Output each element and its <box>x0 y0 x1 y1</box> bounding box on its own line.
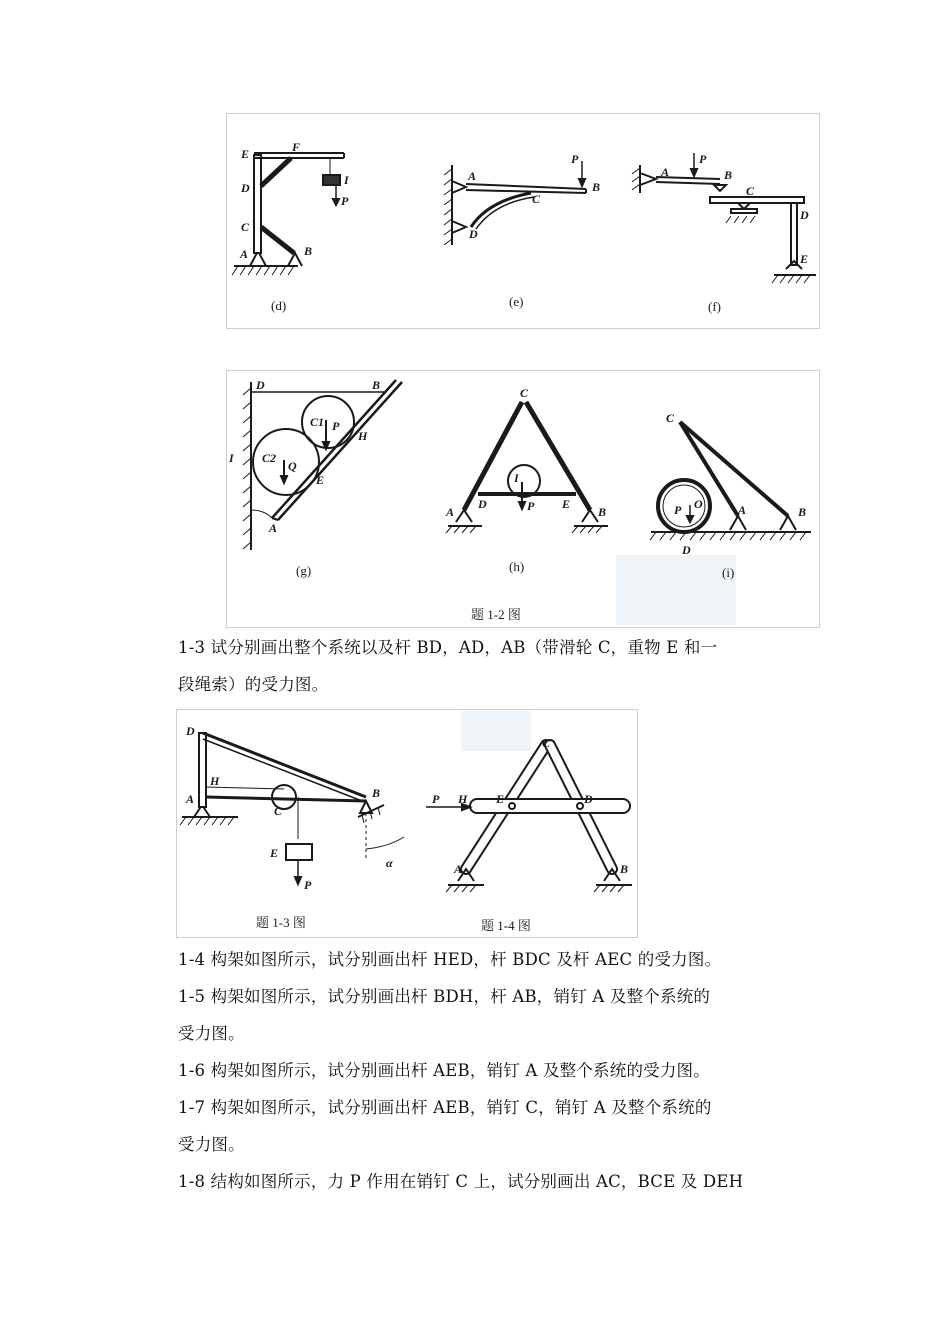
label-A: A <box>738 503 747 517</box>
label-B: B <box>372 378 381 392</box>
caption-d: (d) <box>271 298 287 313</box>
label-alpha: α <box>386 856 393 870</box>
label-F: F <box>292 140 301 154</box>
label-I: I <box>229 451 234 465</box>
label-A: A <box>269 521 278 535</box>
label-D: D <box>469 227 478 241</box>
figure-title-1-2: 题 1-2 图 <box>471 607 521 622</box>
caption-g: (g) <box>296 563 312 578</box>
label-C: C <box>532 192 541 206</box>
label-E: E <box>270 846 279 860</box>
label-B: B <box>798 505 807 519</box>
label-D: D <box>800 208 809 222</box>
label-E: E <box>316 473 325 487</box>
label-O: O <box>694 497 703 511</box>
label-E: E <box>241 147 250 161</box>
figure-1-3-1-4 <box>176 709 638 938</box>
label-D: D <box>682 543 691 557</box>
problem-1-7-line-2: 受力图。 <box>178 1135 245 1154</box>
label-D: D <box>241 181 250 195</box>
label-B: B <box>592 180 601 194</box>
label-D: D <box>256 378 265 392</box>
label-C: C <box>666 411 675 425</box>
label-B: B <box>304 244 313 258</box>
caption-e: (e) <box>509 294 524 309</box>
label-A: A <box>446 505 455 519</box>
label-P: P <box>332 419 340 433</box>
caption-i: (i) <box>722 565 735 580</box>
problem-1-4: 1-4 构架如图所示，试分别画出杆 HED，杆 BDC 及杆 AEC 的受力图。 <box>178 950 722 969</box>
label-P: P <box>304 878 312 892</box>
label-P: P <box>699 152 707 166</box>
label-E: E <box>496 792 505 806</box>
label-P: P <box>341 194 349 208</box>
label-Q: Q <box>288 459 297 473</box>
label-P: P <box>432 792 440 806</box>
figure-title-1-3: 题 1-3 图 <box>256 915 306 930</box>
problem-1-6: 1-6 构架如图所示，试分别画出杆 AEB，销钉 A 及整个系统的受力图。 <box>178 1061 710 1080</box>
label-B: B <box>620 862 629 876</box>
label-C1: C1 <box>310 415 325 429</box>
problem-1-5-line-1: 1-5 构架如图所示，试分别画出杆 BDH，杆 AB，销钉 A 及整个系统的 <box>178 987 711 1006</box>
label-P: P <box>571 152 579 166</box>
figure-1-2-ghi <box>226 370 820 628</box>
figure-1-2-def <box>226 113 820 329</box>
figure-title-1-4: 题 1-4 图 <box>481 918 531 933</box>
label-A: A <box>661 165 670 179</box>
caption-h: (h) <box>509 559 525 574</box>
label-C: C <box>542 736 551 750</box>
label-A: A <box>454 862 463 876</box>
label-I: I <box>514 471 519 485</box>
label-C2: C2 <box>262 451 277 465</box>
label-D: D <box>584 792 593 806</box>
label-C: C <box>746 184 755 198</box>
label-A: A <box>468 169 477 183</box>
label-A: A <box>240 247 249 261</box>
problem-1-3-line-2: 段绳索）的受力图。 <box>178 675 329 694</box>
problem-1-3-line-1: 1-3 试分别画出整个系统以及杆 BD，AD，AB（带滑轮 C，重物 E 和一 <box>178 638 718 657</box>
label-D: D <box>186 724 195 738</box>
problems-list <box>178 941 788 1200</box>
label-P: P <box>527 499 535 513</box>
label-E: E <box>800 252 809 266</box>
label-C: C <box>241 220 250 234</box>
label-I: I <box>344 173 349 187</box>
problem-1-5-line-2: 受力图。 <box>178 1024 245 1043</box>
caption-f: (f) <box>708 299 721 314</box>
label-E: E <box>562 497 571 511</box>
label-B: B <box>372 786 381 800</box>
label-B: B <box>598 505 607 519</box>
label-H: H <box>210 774 220 788</box>
label-H: H <box>358 429 368 443</box>
problem-1-7-line-1: 1-7 构架如图所示，试分别画出杆 AEB，销钉 C，销钉 A 及整个系统的 <box>178 1098 712 1117</box>
problem-1-3 <box>178 629 788 703</box>
label-C: C <box>520 386 529 400</box>
label-B: B <box>724 168 733 182</box>
label-H: H <box>458 792 468 806</box>
label-P: P <box>674 503 682 517</box>
label-C: C <box>274 804 283 818</box>
problem-1-8: 1-8 结构如图所示，力 P 作用在销钉 C 上，试分别画出 AC，BCE 及 DEH <box>178 1172 744 1191</box>
label-A: A <box>186 792 195 806</box>
label-D: D <box>478 497 487 511</box>
